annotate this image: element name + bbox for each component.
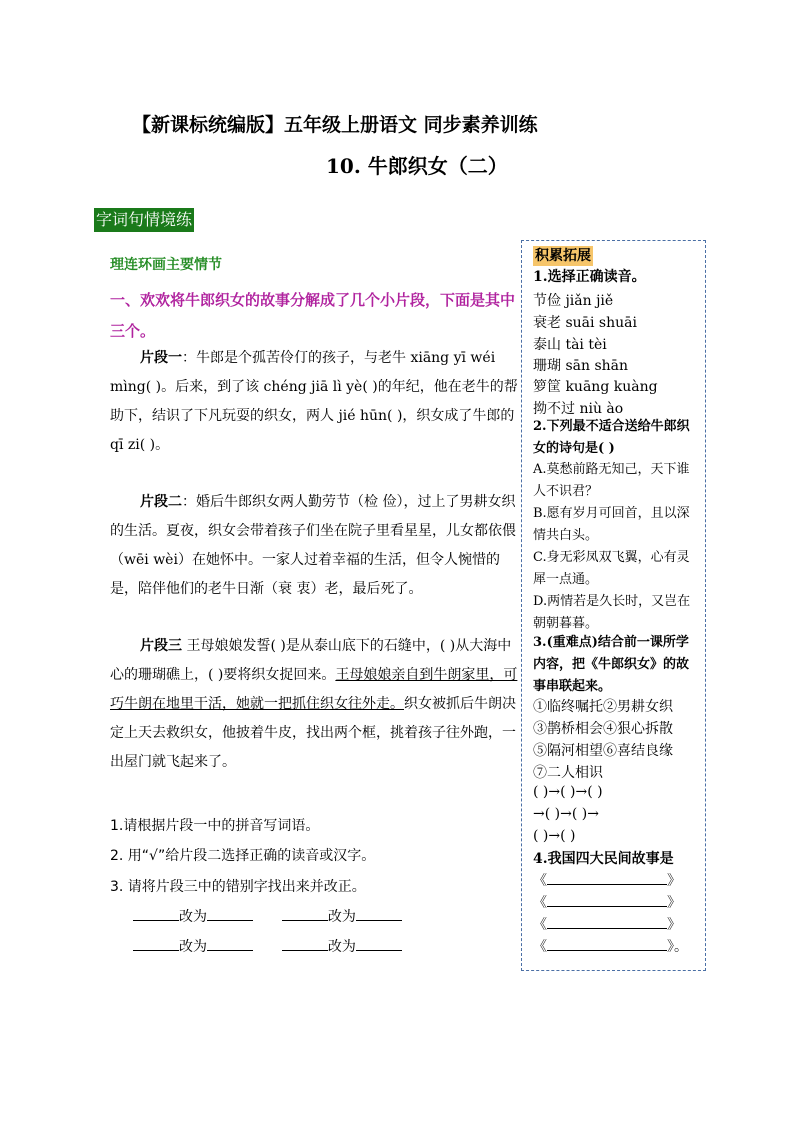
open-bracket: 《 xyxy=(533,939,547,955)
segment-two-text: ：婚后牛郎织女两人勤劳节（检 俭），过上了男耕女织的生活。夏夜，织女会带着孩子们坐在院子里看星星，儿女都依偎（wēi wèi）在她怀中。一家人过着幸福的生活，但令人惋惜的是，陪伴他们的老牛日渐（衰 衷）老，最后死了。 xyxy=(110,494,516,597)
correction-row-2 xyxy=(133,936,402,956)
event-row: ③鹊桥相会④狠心拆散 xyxy=(533,721,673,737)
option-b: B.愿有岁月可回首，且以深情共白头。 xyxy=(533,506,690,543)
open-bracket: 《 xyxy=(533,895,547,911)
answer-blank[interactable] xyxy=(207,936,253,951)
story-blank-row xyxy=(533,892,681,912)
reading-item: 箩筐 kuāng kuàng xyxy=(533,379,658,395)
event-row: ⑦二人相识 xyxy=(533,765,603,781)
segment-three-text-a: 王母娘娘发誓( )是从泰山底下的石缝中，( )从大海中心的珊瑚礁上，( )要将织女捉回来。 xyxy=(110,638,512,683)
close-bracket: 》 xyxy=(667,917,681,933)
answer-blank[interactable] xyxy=(133,906,179,921)
correction-row-1 xyxy=(133,906,402,926)
segment-two-label: 片段二 xyxy=(140,494,182,510)
option-c: C.身无彩凤双飞翼，心有灵犀一点通。 xyxy=(533,550,690,587)
correction-label: 改为 xyxy=(327,939,356,955)
answer-blank[interactable] xyxy=(133,936,179,951)
story-blank[interactable] xyxy=(547,936,667,951)
reading-item: 泰山 tài tèi xyxy=(533,337,607,353)
option-a: A.莫愁前路无知己，天下谁人不识君？ xyxy=(533,462,690,499)
order-row[interactable]: ( )→( )→( ) xyxy=(533,784,603,800)
answer-blank[interactable] xyxy=(282,906,328,921)
sidebar-q2-title: 2.下列最不适合送给牛郎织女的诗句是( ) xyxy=(533,419,690,456)
option-d: D.两情若是久长时，又岂在朝朝暮暮。 xyxy=(533,594,691,631)
story-blank-row xyxy=(533,936,688,956)
order-row[interactable]: ( )→( ) xyxy=(533,828,576,844)
story-blank-row xyxy=(533,914,681,934)
order-row[interactable]: →( )→( )→ xyxy=(533,806,599,822)
reading-item: 节俭 jiǎn jiě xyxy=(533,293,614,309)
story-blank-row xyxy=(533,870,681,890)
story-blank[interactable] xyxy=(547,870,667,885)
task-two: 2. 用“√”给片段二选择正确的读音或汉字。 xyxy=(110,848,376,864)
correction-label: 改为 xyxy=(179,909,207,925)
answer-blank[interactable] xyxy=(207,906,253,921)
answer-blank[interactable] xyxy=(356,936,402,951)
reading-item: 珊瑚 sān shān xyxy=(533,358,629,374)
sidebar-tag: 积累拓展 xyxy=(535,248,591,264)
lesson-title: 10. 牛郎织女（二） xyxy=(326,154,508,178)
correction-label: 改为 xyxy=(179,939,207,955)
segment-one xyxy=(110,344,520,460)
story-blank[interactable] xyxy=(547,914,667,929)
segment-three-underlined: 王母娘娘亲自到牛朗家里，可巧牛朗在地里干活，她就一把抓住织女往外走。 xyxy=(110,667,518,712)
sidebar-q3-title: 3.(重难点)结合前一课所学内容，把《牛郎织女》的故事串联起来。 xyxy=(533,635,690,694)
segment-three-text-b: 织女被抓后牛朗决定上天去救织女，他披着牛皮，找出两个框，挑着孩子往外跑，一出屋门就飞起来了。 xyxy=(110,696,516,770)
segment-three-label: 片段三 xyxy=(140,638,182,654)
open-bracket: 《 xyxy=(533,873,547,889)
answer-blank[interactable] xyxy=(356,906,402,921)
story-blank[interactable] xyxy=(547,892,667,907)
close-bracket: 》 xyxy=(667,895,681,911)
segment-one-text: ：牛郎是个孤苦伶仃的孩子，与老牛 xiāng yī wéi mìng( )。后来，到了该 chéng jiā lì yè( )的年纪，他在老牛的帮助下，结识了下凡玩耍的织女，两人 jié hūn( )，织女成了牛郎的 qī zi( )。 xyxy=(110,350,518,453)
segment-one-label: 片段一 xyxy=(140,350,182,366)
open-bracket: 《 xyxy=(533,917,547,933)
sidebar-q4-title: 4.我国四大民间故事是 xyxy=(533,851,674,867)
worksheet-header: 【新课标统编版】五年级上册语文 同步素养训练 xyxy=(132,114,538,136)
task-one: 1.请根据片段一中的拼音写词语。 xyxy=(110,818,320,834)
close-bracket: 》 xyxy=(667,873,681,889)
answer-blank[interactable] xyxy=(282,936,328,951)
correction-label: 改为 xyxy=(327,909,356,925)
segment-two xyxy=(110,488,520,604)
reading-item: 衰老 suāi shuāi xyxy=(533,315,637,331)
segment-three xyxy=(110,632,520,777)
sidebar-q1-title: 1.选择正确读音。 xyxy=(533,269,646,285)
task-three: 3. 请将片段三中的错别字找出来并改正。 xyxy=(110,879,366,895)
exercise-subtitle: 理连环画主要情节 xyxy=(110,257,222,273)
event-row: ①临终嘱托②男耕女织 xyxy=(533,699,673,715)
question-one: 一、欢欢将牛郎织女的故事分解成了几个小片段，下面是其中三个。 xyxy=(110,291,516,340)
section-tag: 字词句情境练 xyxy=(94,208,194,232)
reading-item: 拗不过 niù ào xyxy=(533,401,624,417)
event-row: ⑤隔河相望⑥喜结良缘 xyxy=(533,743,673,759)
close-bracket: 》。 xyxy=(667,939,688,955)
